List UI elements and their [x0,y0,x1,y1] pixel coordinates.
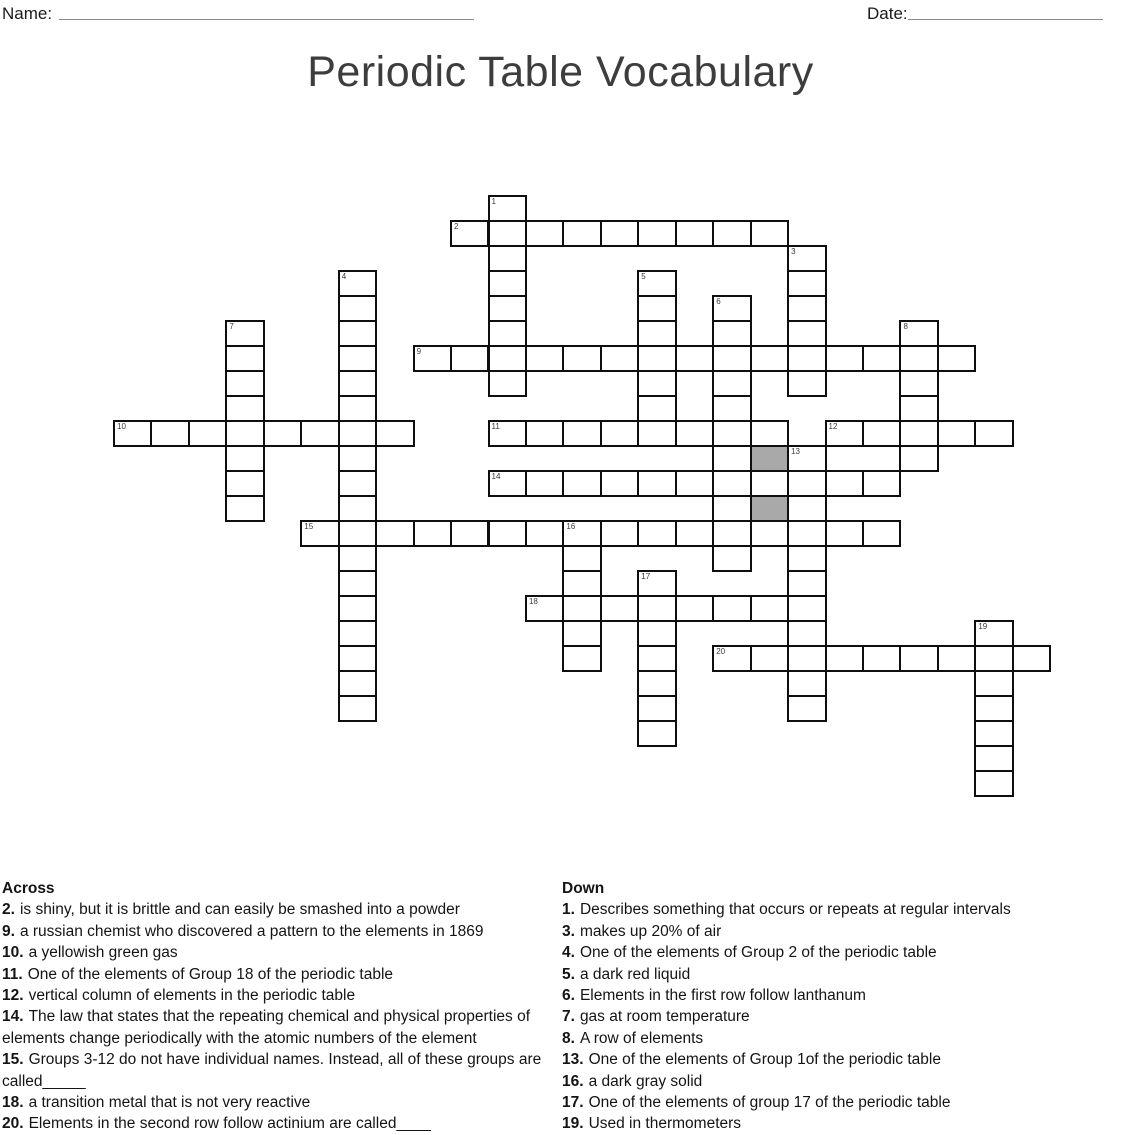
cell-number: 14 [491,472,501,481]
across-heading: Across [2,880,55,897]
grid-cell[interactable] [937,645,976,672]
grid-cell[interactable] [562,220,601,247]
page-title: Periodic Table Vocabulary [307,48,814,96]
grid-cell[interactable] [712,495,751,522]
grid-cell[interactable] [488,295,527,322]
clue-text: a dark gray solid [588,1072,703,1090]
grid-cell[interactable] [787,495,826,522]
grid-cell[interactable] [600,520,639,547]
grid-cell[interactable] [787,620,826,647]
grid-cell[interactable] [413,345,452,372]
grid-cell[interactable] [300,520,339,547]
grid-cell[interactable] [787,595,826,622]
cell-number: 4 [341,272,347,281]
grid-cell[interactable] [750,595,789,622]
clue-text: a dark red liquid [579,965,691,983]
clue-item [562,985,1117,1006]
clue-number: 7. [562,1008,575,1026]
grid-cell[interactable] [637,595,676,622]
grid-cell[interactable] [338,320,377,347]
grid-cell[interactable] [338,695,377,722]
grid-cell[interactable] [488,520,527,547]
grid-cell[interactable] [787,645,826,672]
clue-text: makes up 20% of air [579,922,722,940]
cell-number: 13 [791,447,800,456]
grid-cell[interactable] [712,420,751,447]
grid-cell[interactable] [225,320,264,347]
grid-cell[interactable] [188,420,227,447]
grid-cell[interactable] [712,645,751,672]
grid-cell[interactable] [637,720,676,747]
grid-cell[interactable] [899,445,938,472]
clue-item [562,1113,1117,1134]
grid-cell[interactable] [450,345,489,372]
grid-cell[interactable] [600,595,639,622]
grid-cell[interactable] [675,595,714,622]
grid-cell[interactable] [338,370,377,397]
grid-cell[interactable] [899,420,938,447]
grid-cell[interactable] [675,220,714,247]
clue-item [2,942,554,963]
grid-cell[interactable] [637,620,676,647]
name-label: Name: [2,4,53,23]
clue-item [562,942,1117,963]
cell-number: 1 [491,197,496,206]
grid-cell[interactable] [637,520,676,547]
clue-item [562,964,1117,985]
clue-text: Groups 3-12 do not have individual names. Instead, all of these groups are called_____ [2,1051,542,1090]
clue-number: 5. [562,965,575,983]
grid-cell[interactable] [974,620,1013,647]
grid-cell[interactable] [338,470,377,497]
grid-cell[interactable] [488,245,527,272]
grid-cell[interactable] [375,520,414,547]
date-label: Date: [867,4,908,23]
grid-cell[interactable] [787,295,826,322]
clue-text: is shiny, but it is brittle and can easily be smashed into a powder [19,901,460,919]
cell-number: 3 [791,247,796,256]
across-clue-list [2,899,554,1134]
grid-cell[interactable] [899,320,938,347]
cell-number: 15 [304,522,314,531]
grid-cell[interactable] [338,520,377,547]
clue-text: Elements in the second row follow actinium are called____ [28,1115,431,1133]
grid-cell[interactable] [787,370,826,397]
grid-cell[interactable] [525,345,564,372]
grid-cell[interactable] [862,345,901,372]
grid-cell[interactable] [525,470,564,497]
grid-cell[interactable] [712,545,751,572]
grid-cell[interactable] [637,470,676,497]
grid-cell[interactable] [712,220,751,247]
grid-cell[interactable] [712,470,751,497]
grid-cell[interactable] [637,420,676,447]
grid-cell[interactable] [750,420,789,447]
grid-cell[interactable] [488,420,527,447]
grid-cell[interactable] [750,470,789,497]
grid-cell[interactable] [750,645,789,672]
grid-cell[interactable] [937,420,976,447]
clue-item [2,921,554,942]
grid-cell[interactable] [338,570,377,597]
clue-text: A row of elements [579,1029,704,1047]
grid-cell[interactable] [712,520,751,547]
clue-number: 15. [2,1051,24,1069]
cell-number: 2 [454,222,459,231]
grid-cell[interactable] [862,420,901,447]
across-clues-column [2,878,554,1135]
grid-cell[interactable] [525,520,564,547]
cell-number: 17 [641,572,651,581]
grid-cell[interactable] [600,470,639,497]
clue-item [562,1028,1117,1049]
clue-text: One of the elements of group 17 of the periodic table [588,1094,951,1112]
clue-text: One of the elements of Group 18 of the periodic table [27,965,394,983]
grid-cell[interactable] [712,295,751,322]
grid-cell[interactable] [787,320,826,347]
clue-text: gas at room temperature [579,1008,750,1026]
clue-number: 12. [2,987,24,1005]
clue-item [2,1006,554,1049]
grid-cell[interactable] [225,495,264,522]
grid-cell[interactable] [787,470,826,497]
grid-cell[interactable] [488,270,527,297]
cell-number: 5 [641,272,646,281]
grid-cell[interactable] [787,345,826,372]
cell-number: 20 [716,647,726,656]
cell-number: 11 [491,422,500,431]
grid-cell[interactable] [338,670,377,697]
grid-cell[interactable] [787,520,826,547]
grid-cell[interactable] [225,345,264,372]
clue-number: 2. [2,901,15,919]
grid-cell[interactable] [637,570,676,597]
clue-number: 9. [2,922,15,940]
grid-cell[interactable] [488,220,527,247]
grid-cell[interactable] [750,345,789,372]
grid-cell[interactable] [338,445,377,472]
grid-cell[interactable] [712,345,751,372]
clue-text: The law that states that the repeating chemical and physical properties of elements change periodically with the atomic numbers of the element [2,1008,531,1047]
clue-item [2,1113,554,1134]
clue-number: 19. [562,1115,584,1133]
down-heading: Down [562,880,605,897]
clue-item [2,985,554,1006]
clue-number: 17. [562,1094,584,1112]
grid-cell[interactable] [338,545,377,572]
grid-cell[interactable] [637,220,676,247]
grid-cell[interactable] [1012,645,1051,672]
grid-cell[interactable] [712,445,751,472]
grid-cell[interactable] [562,345,601,372]
cell-number: 19 [978,622,988,631]
grid-cell[interactable] [600,420,639,447]
clue-text: a transition metal that is not very reactive [28,1094,311,1112]
grid-cell[interactable] [488,470,527,497]
grid-cell[interactable] [974,745,1013,772]
grid-cell[interactable] [338,270,377,297]
grid-cell[interactable] [562,620,601,647]
grid-cell[interactable] [787,545,826,572]
grid-cell[interactable] [712,370,751,397]
grid-cell[interactable] [637,695,676,722]
grid-cell[interactable] [338,620,377,647]
cell-number: 6 [716,297,721,306]
clue-text: One of the elements of Group 2 of the periodic table [579,944,937,962]
shaded-cell [750,495,789,522]
grid-cell[interactable] [450,520,489,547]
grid-cell[interactable] [974,770,1013,797]
grid-cell[interactable] [525,595,564,622]
grid-cell[interactable] [825,520,864,547]
grid-cell[interactable] [450,220,489,247]
grid-cell[interactable] [637,320,676,347]
grid-cell[interactable] [338,645,377,672]
cell-number: 8 [903,322,908,331]
grid-cell[interactable] [862,645,901,672]
grid-cell[interactable] [637,345,676,372]
grid-cell[interactable] [787,570,826,597]
grid-cell[interactable] [787,445,826,472]
grid-cell[interactable] [562,470,601,497]
grid-cell[interactable] [825,420,864,447]
clue-item [562,1049,1117,1070]
clue-item [2,899,554,920]
grid-cell[interactable] [675,470,714,497]
clue-number: 4. [562,944,575,962]
grid-cell[interactable] [787,245,826,272]
grid-cell[interactable] [225,395,264,422]
grid-cell[interactable] [787,695,826,722]
clue-item [2,1092,554,1113]
grid-cell[interactable] [974,420,1013,447]
grid-cell[interactable] [225,370,264,397]
grid-cell[interactable] [263,420,302,447]
clue-item [562,899,1117,920]
grid-cell[interactable] [825,345,864,372]
grid-cell[interactable] [338,295,377,322]
grid-cell[interactable] [338,345,377,372]
clue-number: 18. [2,1094,24,1112]
clue-number: 11. [2,965,23,983]
grid-cell[interactable] [562,645,601,672]
grid-cell[interactable] [712,595,751,622]
clue-text: vertical column of elements in the periodic table [28,987,356,1005]
clue-number: 13. [562,1051,584,1069]
clue-text: Used in thermometers [588,1115,742,1133]
cell-number: 12 [828,422,838,431]
grid-cell[interactable] [600,345,639,372]
grid-cell[interactable] [974,645,1013,672]
down-clue-list [562,899,1117,1134]
grid-cell[interactable] [712,395,751,422]
grid-cell[interactable] [899,370,938,397]
grid-cell[interactable] [338,595,377,622]
clue-number: 8. [562,1029,575,1047]
clue-number: 1. [562,901,575,919]
grid-cell[interactable] [562,595,601,622]
cell-number: 7 [229,322,234,331]
grid-cell[interactable] [974,670,1013,697]
grid-cell[interactable] [637,645,676,672]
grid-cell[interactable] [862,520,901,547]
grid-cell[interactable] [488,320,527,347]
grid-cell[interactable] [338,495,377,522]
grid-cell[interactable] [562,520,601,547]
clue-number: 10. [2,944,24,962]
grid-cell[interactable] [899,395,938,422]
grid-cell[interactable] [750,220,789,247]
grid-cell[interactable] [899,645,938,672]
grid-cell[interactable] [787,670,826,697]
grid-cell[interactable] [637,395,676,422]
grid-cell[interactable] [750,520,789,547]
clue-number: 3. [562,922,575,940]
grid-cell[interactable] [300,420,339,447]
grid-cell[interactable] [937,345,976,372]
grid-cell[interactable] [637,270,676,297]
grid-cell[interactable] [675,520,714,547]
grid-cell[interactable] [825,645,864,672]
down-clues-column [562,878,1117,1135]
grid-cell[interactable] [862,470,901,497]
grid-cell[interactable] [113,420,152,447]
grid-cell[interactable] [225,420,264,447]
grid-cell[interactable] [562,420,601,447]
grid-cell[interactable] [637,370,676,397]
clue-item [2,1049,554,1092]
grid-cell[interactable] [675,345,714,372]
grid-cell[interactable] [488,345,527,372]
grid-cell[interactable] [675,420,714,447]
grid-cell[interactable] [562,570,601,597]
grid-cell[interactable] [488,370,527,397]
cell-number: 18 [528,597,538,606]
shaded-cell [750,445,789,472]
grid-cell[interactable] [974,695,1013,722]
grid-cell[interactable] [562,545,601,572]
grid-cell[interactable] [637,295,676,322]
cell-number: 9 [416,347,422,356]
grid-cell[interactable] [525,220,564,247]
grid-cell[interactable] [338,395,377,422]
grid-cell[interactable] [225,445,264,472]
grid-cell[interactable] [787,270,826,297]
clue-item [2,964,554,985]
grid-cell[interactable] [375,420,414,447]
clue-number: 6. [562,987,575,1005]
grid-cell[interactable] [413,520,452,547]
grid-cell[interactable] [225,470,264,497]
grid-cell[interactable] [899,345,938,372]
grid-cell[interactable] [974,720,1013,747]
grid-cell[interactable] [600,220,639,247]
clue-text: Describes something that occurs or repeats at regular intervals [579,901,1011,919]
clue-text: a yellowish green gas [28,944,178,962]
clue-item [562,921,1117,942]
clue-number: 14. [2,1008,24,1026]
grid-cell[interactable] [825,470,864,497]
grid-cell[interactable] [525,420,564,447]
clue-text: a russian chemist who discovered a pattern to the elements in 1869 [19,922,484,940]
grid-cell[interactable] [338,420,377,447]
clue-item [562,1071,1117,1092]
grid-cell[interactable] [488,195,527,222]
cell-number: 16 [566,522,576,531]
clue-text: One of the elements of Group 1of the periodic table [588,1051,941,1069]
clue-item [562,1006,1117,1027]
clue-text: Elements in the first row follow lanthanum [579,987,866,1005]
grid-cell[interactable] [637,670,676,697]
clue-item [562,1092,1117,1113]
grid-cell[interactable] [712,320,751,347]
grid-cell[interactable] [150,420,189,447]
cell-number: 10 [117,422,126,431]
clue-number: 16. [562,1072,584,1090]
clue-number: 20. [2,1115,24,1133]
